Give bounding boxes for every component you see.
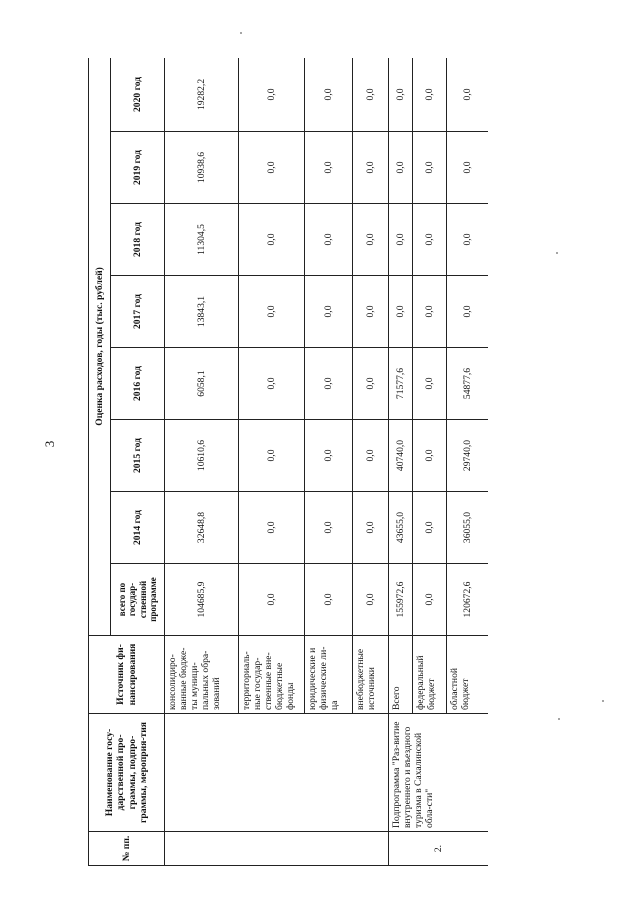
budget-table [88, 58, 488, 866]
cell-2017: 0,0 [239, 276, 305, 348]
cell-total: 0,0 [239, 564, 305, 636]
cell-total: 0,0 [305, 564, 353, 636]
cell-2018: 0,0 [239, 204, 305, 276]
cell-2019: 10938,6 [165, 132, 239, 204]
cell-2020: 0,0 [413, 58, 447, 132]
header-2018: 2018 год [111, 204, 165, 276]
cell-2014: 0,0 [413, 492, 447, 564]
cell-total: 0,0 [413, 564, 447, 636]
cell-total: 104685,9 [165, 564, 239, 636]
scan-speck [240, 32, 242, 34]
table-row [165, 58, 239, 866]
cell-2014: 43655,0 [389, 492, 413, 564]
header-2015: 2015 год [111, 420, 165, 492]
header-2020: 2020 год [111, 58, 165, 132]
cell-2015: 0,0 [239, 420, 305, 492]
cell-2016: 0,0 [353, 348, 389, 420]
cell-2020: 0,0 [305, 58, 353, 132]
cell-2018: 0,0 [389, 204, 413, 276]
cell-2019: 0,0 [389, 132, 413, 204]
cell-2017: 0,0 [305, 276, 353, 348]
cell-source: областной бюджет [447, 636, 489, 714]
cell-2018: 0,0 [447, 204, 489, 276]
cell-2015: 0,0 [353, 420, 389, 492]
cell-2016: 0,0 [413, 348, 447, 420]
cell-source: внебюджетные источники [353, 636, 389, 714]
header-total: всего по государ-ственной программе [111, 564, 165, 636]
cell-source: территориаль-ные государ-ственные вне-бюджетные фонды [239, 636, 305, 714]
cell-2017: 0,0 [389, 276, 413, 348]
page-number: 3 [42, 440, 57, 448]
scan-speck [602, 700, 604, 702]
cell-2016: 6058,1 [165, 348, 239, 420]
cell-total: 0,0 [353, 564, 389, 636]
cell-2017: 0,0 [353, 276, 389, 348]
cell-2015: 0,0 [413, 420, 447, 492]
cell-2014: 32648,8 [165, 492, 239, 564]
header-name: Наименование госу-дарственной про-граммы, подпро-граммы, мероприя-тия [89, 714, 165, 832]
cell-2014: 0,0 [305, 492, 353, 564]
cell-2015: 29740,0 [447, 420, 489, 492]
table-row [389, 58, 413, 866]
scan-speck [558, 718, 560, 720]
cell-2015: 0,0 [305, 420, 353, 492]
cell-2020: 19282,2 [165, 58, 239, 132]
cell-2018: 0,0 [413, 204, 447, 276]
cell-num [165, 832, 389, 866]
cell-2015: 40740,0 [389, 420, 413, 492]
cell-2020: 0,0 [353, 58, 389, 132]
cell-source: Всего [389, 636, 413, 714]
cell-2014: 0,0 [239, 492, 305, 564]
cell-name [165, 714, 389, 832]
cell-2020: 0,0 [447, 58, 489, 132]
cell-2016: 0,0 [239, 348, 305, 420]
header-estimate: Оценка расходов, годы (тыс. рублей) [89, 58, 111, 636]
cell-total: 120672,6 [447, 564, 489, 636]
cell-2019: 0,0 [447, 132, 489, 204]
cell-2015: 10610,6 [165, 420, 239, 492]
cell-source: юридические и физические ли-ца [305, 636, 353, 714]
cell-2019: 0,0 [413, 132, 447, 204]
cell-2019: 0,0 [239, 132, 305, 204]
header-2016: 2016 год [111, 348, 165, 420]
scan-speck [556, 252, 558, 254]
cell-2014: 0,0 [353, 492, 389, 564]
cell-2017: 0,0 [447, 276, 489, 348]
cell-2016: 54877,6 [447, 348, 489, 420]
cell-source: федеральный бюджет [413, 636, 447, 714]
cell-2020: 0,0 [389, 58, 413, 132]
cell-2019: 0,0 [305, 132, 353, 204]
cell-total: 155972,6 [389, 564, 413, 636]
cell-2018: 0,0 [353, 204, 389, 276]
cell-name: Подпрограмма "Раз-витие внутреннего и въездного туризма в Сахалинской обла-сти" [389, 714, 489, 832]
cell-num: 2. [389, 832, 489, 866]
header-2017: 2017 год [111, 276, 165, 348]
header-source: Источник фи-нансирования [89, 636, 165, 714]
cell-2018: 0,0 [305, 204, 353, 276]
cell-2016: 0,0 [305, 348, 353, 420]
cell-source: консолидиро-ванные бюдже-ты муници-пальных обра-зований [165, 636, 239, 714]
budget-table-rotated [88, 58, 488, 866]
header-2019: 2019 год [111, 132, 165, 204]
header-num: № пп. [89, 832, 165, 866]
cell-2019: 0,0 [353, 132, 389, 204]
cell-2017: 13843,1 [165, 276, 239, 348]
cell-2020: 0,0 [239, 58, 305, 132]
header-2014: 2014 год [111, 492, 165, 564]
cell-2016: 71577,6 [389, 348, 413, 420]
cell-2014: 36055,0 [447, 492, 489, 564]
cell-2017: 0,0 [413, 276, 447, 348]
cell-2018: 11304,5 [165, 204, 239, 276]
